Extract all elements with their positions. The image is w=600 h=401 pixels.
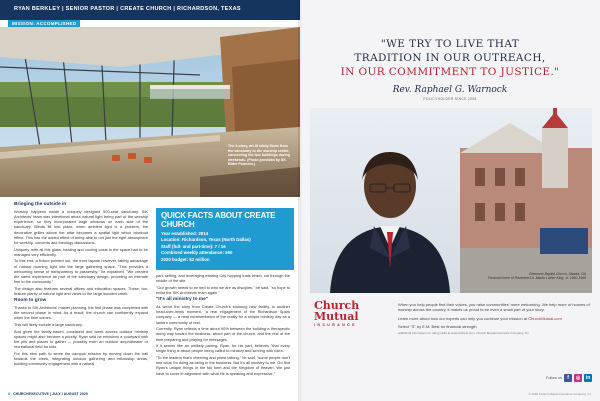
logo-word-church: Church xyxy=(314,299,360,312)
signature-subtitle: POLICYHOLDER SINCE 2005 xyxy=(423,97,477,101)
fact-item: Location: Richardson, Texas (North Dallas) xyxy=(161,237,251,243)
subhead-all-ministry: "It's all ministry to me" xyxy=(156,297,209,303)
section-tab: MISSION: ACCOMPLISHED xyxy=(8,20,80,27)
pastor-church-illustration xyxy=(310,108,592,293)
follow-us xyxy=(546,374,592,382)
paragraph: "Our growth needs to be tied to who we are as disciples," he said, "so hope to enlist the SIK Architects team again." xyxy=(156,284,290,295)
photo-caption-line-2: Pastoral home of Reverend Dr. Martin Luther King, Jr. 1960-1968 xyxy=(488,276,586,281)
quick-facts-box xyxy=(156,208,294,270)
follow-label: Follow us xyxy=(546,376,563,380)
article-column-left xyxy=(14,200,148,368)
quote-line-1: "WE TRY TO LIVE THAT xyxy=(380,38,520,50)
logo-word-insurance: INSURANCE xyxy=(314,323,357,327)
paragraph: The design also features several offices and education spaces. These, too, feature plenty of natural light and views to the large wooded creek. xyxy=(14,285,148,296)
page-header-text: RYAN BERKLEY | SENIOR PASTOR | CREATE CHURCH | RICHARDSON, TEXAS xyxy=(14,6,241,12)
ad-body-copy xyxy=(398,302,592,338)
linkedin-icon[interactable]: in xyxy=(585,375,591,381)
rating-text: Select "S" by E.M. Best for financial strength xyxy=(398,324,477,330)
page-spine xyxy=(298,0,302,401)
paragraph: Uniquely, with all this glass, heating and cooling costs in the space had to be managed very efficiently. xyxy=(14,246,148,257)
paragraph: As we've the story from Create Church's stunning new facility, is another head-over-heels moment, "a real engagement of the Richardson Spark company — a neat representation of the reality for a unique ministry day as a lantern community of rest. xyxy=(156,304,290,325)
page-footer xyxy=(8,392,88,396)
fact-item: Combined weekly attendance: 550 xyxy=(161,250,233,256)
paragraph: To this end, a fixture pointed out, the front façade however, taking advantage of natural morning light into the large gathering space. "This provides a welcoming sense of transparency to passersby," he explained. "We created the same experience as part of the sanctuary design, providing an intimate feel to the community." xyxy=(14,258,148,285)
ad-footer: © 2020 Church Mutual Insurance Company, S.I. xyxy=(528,392,592,396)
signature: Rev. Raphael G. Warnock xyxy=(392,85,508,95)
church-interior-illustration xyxy=(0,27,300,197)
quick-facts-title: QUICK FACTS ABOUT CREATE CHURCH xyxy=(161,211,276,229)
subhead-outside-in: Bringing the outside in xyxy=(14,202,67,207)
paragraph: And given the family-based, consistent and week access outdoor ministry spaces might also become a priority. Ryan said he envisions a courtyard with fire pits and places to gather — possibly even an outdoor amphitheater or recreational field for kids. xyxy=(14,328,148,350)
right-page-ad xyxy=(300,0,600,401)
photo-caption xyxy=(458,272,586,281)
paragraph: This will likely include a large sanctuary. xyxy=(14,321,83,327)
facebook-icon[interactable]: f xyxy=(564,374,572,382)
paragraph: Worship happens inside a uniquely designed 500-seat sanctuary. SIK Architects' team was intentional about natural light being part of the worship experience, so they incorporated large windows on each side of the sanctuary. Blinds lift into place, when ambient light is a problem, the decorative grilles above the altar becomes a spatial light which blackout effect. This has the added effect of being able to not just the right atmosphere for worship, concerts and theology discussions. xyxy=(14,209,148,245)
church-mutual-logo xyxy=(314,300,384,327)
article-column-right xyxy=(156,273,290,377)
paragraph: park setting, and leveraging existing City hopping trails which, cut through the middle of the site. xyxy=(156,273,290,284)
fine-print: Additional information on rating visits at www.ambest.com. Church Mutual Insurance Company, S.I. xyxy=(398,330,530,335)
fact-item: Staff (full- and part-time): 7 / 16 xyxy=(161,243,226,249)
logo-word-mutual: Mutual xyxy=(314,310,359,323)
cta-prefix: Learn more about how our experts can help you continue your mission at xyxy=(398,315,529,321)
page-number: 8 xyxy=(8,392,10,396)
photo-caption-line-1: Ebenezer Baptist Church, Atlanta, GA xyxy=(529,272,586,276)
paragraph: Currently, Ryan reflects a time about 90% between the building a therapeutic along way toward the business, about part of the church, and the rest of the time preparing and praying for messages. xyxy=(156,326,290,342)
paragraph: For this new path to serve the campus mission by moving down the hall towards the creek, integrating outdoor gathering and fellowship areas, building community engagement with a natural xyxy=(14,350,148,367)
instagram-icon[interactable]: ◎ xyxy=(575,375,581,381)
subhead-room-to-grow: Room to grow xyxy=(14,298,47,303)
paragraph: If it seems like an unlikely pairing, Ryan, for his part, believes "that every single thing is about people being called to ministry and serving with roles. xyxy=(156,343,290,354)
pastor-church-photo xyxy=(310,108,592,293)
fact-item: 2020 budget: $2 million xyxy=(161,256,210,262)
quote-line-2: TRADITION IN OUR OUTREACH, xyxy=(354,52,546,64)
photo-caption: The 3-story, art-lit lobby flows from the sanctuary to the worship center, connecting the two buildings during weekends. (Photo provided by SK Bitter Partners.) xyxy=(228,144,290,167)
ad-quote xyxy=(300,37,600,79)
churchmutual-link[interactable]: ChurchMutual.com xyxy=(528,315,562,321)
ad-paragraph-cta xyxy=(398,316,592,321)
church-interior-photo xyxy=(0,27,300,197)
paragraph: "To the leaders that's cheering and priest talking," he said, "some people don't see what I'm doing as being in the business. But it's all ministry to me. Go find Ryan's unique things in the full form and the Kingdom of heaven. We just have to cover in alignment with what He is speaking and expressive." xyxy=(156,355,290,376)
ad-paragraph: When you help people find their voices, you raise communities' more welcoming. We help more of houses of worship across the country, it makes us proud to be even a small part of your story. xyxy=(398,302,590,313)
fact-item: Year established: 2014 xyxy=(161,231,209,236)
quote-line-3: IN OUR COMMITMENT TO JUSTICE." xyxy=(340,66,560,78)
footer-publication: CHURCHEXECUTIVE | JULY / AUGUST 2020 xyxy=(13,392,88,396)
page-header-bar xyxy=(0,0,300,20)
ad-rating xyxy=(398,324,592,335)
paragraph: Thanks to SIK Architects' master planning, the first phase was completed with the second phase in mind. As a result, the church can confidently expand when the time comes. xyxy=(14,305,148,321)
